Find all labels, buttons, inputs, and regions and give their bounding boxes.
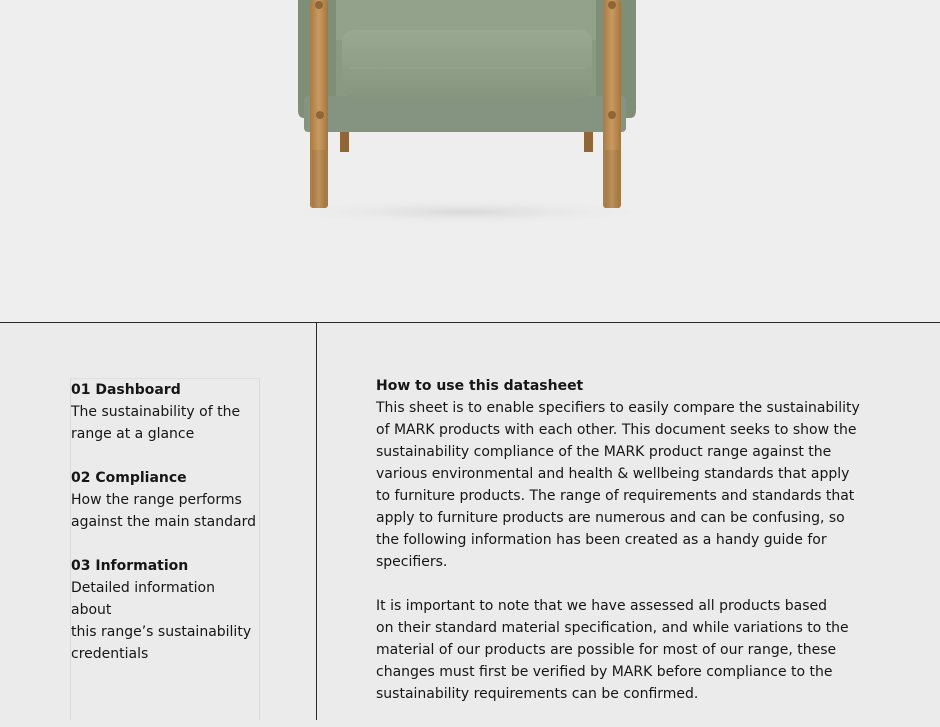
text-line: sustainability compliance of the MARK product range against the [376, 444, 832, 460]
dowel [316, 111, 324, 119]
toc-item-information[interactable] [71, 555, 259, 665]
text-line: sustainability requirements can be confirmed. [376, 686, 699, 702]
text-line: various environmental and health & wellbeing standards that apply [376, 466, 850, 482]
toc-desc-line: against the main standard [71, 514, 256, 530]
text-line: the following information has been created as a handy guide for [376, 532, 827, 548]
seat-cushion [342, 30, 592, 98]
toc-item-dashboard[interactable] [71, 379, 259, 445]
intro-title: How to use this datasheet [376, 378, 584, 394]
toc-desc-line: this range’s sustainability [71, 624, 252, 640]
intro-section [376, 375, 866, 727]
text-line: This sheet is to enable specifiers to easily compare the sustainability [376, 400, 860, 416]
intro-paragraph-2 [376, 595, 866, 705]
toc-heading: 01 Dashboard [71, 382, 181, 398]
dowel [315, 1, 323, 9]
table-of-contents [70, 378, 260, 720]
toc-description [71, 577, 259, 665]
toc-desc-line: credentials [71, 646, 149, 662]
text-line: on their standard material specification, and while variations to the [376, 620, 849, 636]
toc-item-compliance[interactable] [71, 467, 259, 533]
toc-description [71, 489, 259, 533]
toc-desc-line: range at a glance [71, 426, 195, 442]
hero-image [0, 0, 940, 322]
armchair-image [0, 0, 940, 322]
text-line: apply to furniture products are numerous and can be confusing, so [376, 510, 845, 526]
dowel [608, 1, 616, 9]
seat-base [304, 96, 626, 132]
vertical-divider [316, 323, 317, 720]
text-line: changes must first be verified by MARK before compliance to the [376, 664, 833, 680]
intro-paragraph-1 [376, 397, 866, 573]
horizontal-divider [0, 322, 940, 323]
dowel [608, 111, 616, 119]
text-line: of MARK products with each other. This document seeks to show the [376, 422, 857, 438]
text-line: to furniture products. The range of requirements and standards that [376, 488, 855, 504]
toc-desc-line: How the range performs [71, 492, 242, 508]
toc-desc-line: Detailed information about [71, 580, 215, 618]
text-line: specifiers. [376, 554, 448, 570]
text-line: It is important to note that we have assessed all products based [376, 598, 827, 614]
toc-desc-line: The sustainability of the [71, 404, 241, 420]
toc-heading: 02 Compliance [71, 470, 187, 486]
toc-description [71, 401, 259, 445]
toc-heading: 03 Information [71, 558, 189, 574]
text-line: material of our products are possible for most of our range, these [376, 642, 837, 658]
